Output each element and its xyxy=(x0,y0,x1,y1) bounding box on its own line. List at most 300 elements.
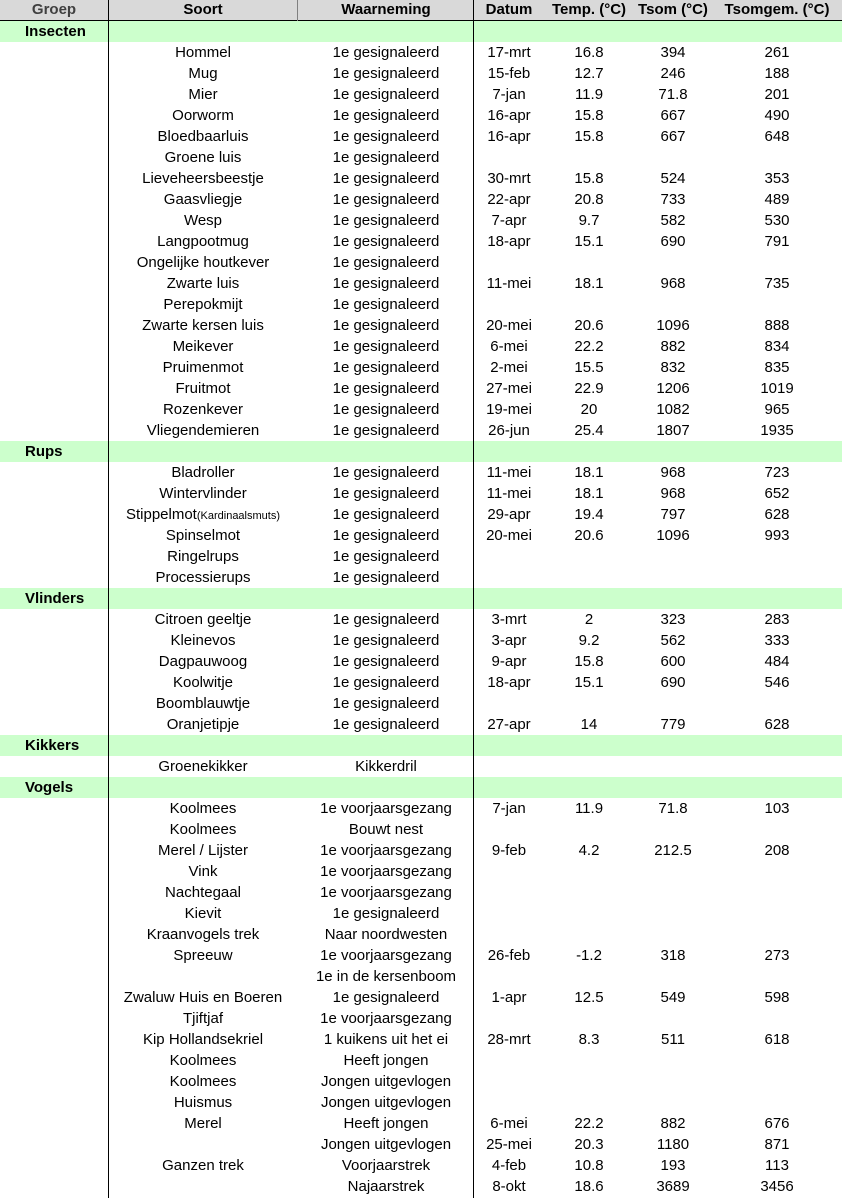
cell-groep[interactable] xyxy=(0,630,108,651)
cell-tsomgem[interactable] xyxy=(712,777,842,798)
cell-datum[interactable]: 2-mei xyxy=(490,359,528,376)
cell-groep[interactable] xyxy=(0,504,108,525)
cell-groep[interactable] xyxy=(0,1029,108,1050)
cell-temp[interactable] xyxy=(544,147,634,168)
cell-soort[interactable]: Zwaluw Huis en Boeren xyxy=(123,989,283,1006)
cell-tsom[interactable]: 582 xyxy=(660,212,686,229)
cell-soort[interactable] xyxy=(108,966,298,987)
cell-temp[interactable]: 15.8 xyxy=(574,170,604,187)
cell-tsomgem[interactable]: 188 xyxy=(764,65,790,82)
cell-groep[interactable] xyxy=(0,1155,108,1176)
cell-soort[interactable]: Nachtegaal xyxy=(165,884,241,901)
cell-groep[interactable] xyxy=(0,945,108,966)
cell-tsom[interactable]: 882 xyxy=(660,1115,686,1132)
cell-soort[interactable] xyxy=(108,21,298,42)
cell-soort[interactable]: Kip Hollandsekriel xyxy=(142,1031,264,1048)
cell-soort[interactable]: Boomblauwtje xyxy=(155,695,251,712)
cell-groep[interactable] xyxy=(0,231,108,252)
cell-tsom[interactable] xyxy=(634,1008,712,1029)
cell-tsomgem[interactable] xyxy=(712,546,842,567)
cell-tsomgem[interactable]: 208 xyxy=(764,842,790,859)
cell-soort[interactable]: Hommel xyxy=(175,44,231,61)
cell-soort[interactable]: Oranjetipje xyxy=(166,716,240,733)
header-tsomgem[interactable]: Tsomgem. (°C) xyxy=(724,1,830,18)
cell-soort[interactable]: Bladroller xyxy=(171,464,235,481)
cell-temp[interactable]: 18.1 xyxy=(574,485,604,502)
cell-temp[interactable]: 25.4 xyxy=(574,422,604,439)
cell-tsomgem[interactable]: 490 xyxy=(764,107,790,124)
cell-temp[interactable]: 22.9 xyxy=(574,380,604,397)
cell-waarneming[interactable]: 1e gesignaleerd xyxy=(332,989,440,1006)
cell-datum[interactable]: 27-mei xyxy=(486,380,532,397)
cell-temp[interactable]: 18.6 xyxy=(574,1178,604,1195)
cell-temp[interactable]: 16.8 xyxy=(574,44,604,61)
cell-tsom[interactable] xyxy=(634,882,712,903)
cell-tsom[interactable] xyxy=(634,546,712,567)
cell-waarneming[interactable]: Kikkerdril xyxy=(355,758,417,775)
cell-tsom[interactable]: 968 xyxy=(660,485,686,502)
cell-tsomgem[interactable]: 791 xyxy=(764,233,790,250)
cell-temp[interactable]: 22.2 xyxy=(574,1115,604,1132)
cell-waarneming[interactable]: 1e gesignaleerd xyxy=(332,212,440,229)
cell-waarneming[interactable]: 1e voorjaarsgezang xyxy=(320,800,452,817)
cell-datum[interactable] xyxy=(474,294,544,315)
cell-soort[interactable]: Vliegendemieren xyxy=(146,422,260,439)
cell-tsom[interactable] xyxy=(634,861,712,882)
cell-groep[interactable] xyxy=(0,483,108,504)
cell-groep[interactable] xyxy=(0,357,108,378)
cell-temp[interactable]: 19.4 xyxy=(574,506,604,523)
cell-groep[interactable] xyxy=(0,378,108,399)
cell-datum[interactable]: 4-feb xyxy=(491,1157,527,1174)
cell-datum[interactable]: 11-mei xyxy=(486,464,532,481)
cell-tsom[interactable]: 323 xyxy=(660,611,686,628)
cell-waarneming[interactable]: Naar noordwesten xyxy=(324,926,448,943)
cell-tsomgem[interactable]: 652 xyxy=(764,485,790,502)
cell-tsomgem[interactable] xyxy=(712,147,842,168)
cell-tsomgem[interactable]: 201 xyxy=(764,86,790,103)
cell-tsom[interactable]: 667 xyxy=(660,128,686,145)
cell-waarneming[interactable]: Heeft jongen xyxy=(343,1115,429,1132)
cell-tsom[interactable]: 524 xyxy=(660,170,686,187)
cell-tsomgem[interactable]: 546 xyxy=(764,674,790,691)
cell-waarneming[interactable]: 1e gesignaleerd xyxy=(332,716,440,733)
cell-waarneming[interactable]: 1e gesignaleerd xyxy=(332,632,440,649)
cell-datum[interactable]: 19-mei xyxy=(486,401,532,418)
cell-tsomgem[interactable]: 648 xyxy=(764,128,790,145)
cell-tsomgem[interactable]: 273 xyxy=(764,947,790,964)
cell-soort[interactable]: Citroen geeltje xyxy=(154,611,252,628)
cell-tsom[interactable]: 562 xyxy=(660,632,686,649)
cell-temp[interactable] xyxy=(544,1050,634,1071)
cell-tsom[interactable]: 1082 xyxy=(656,401,690,418)
cell-temp[interactable]: 4.2 xyxy=(578,842,600,859)
cell-groep[interactable] xyxy=(0,42,108,63)
cell-waarneming[interactable]: 1e voorjaarsgezang xyxy=(320,884,452,901)
cell-groep[interactable] xyxy=(0,882,108,903)
cell-waarneming[interactable]: Jongen uitgevlogen xyxy=(320,1073,452,1090)
cell-datum[interactable] xyxy=(474,1092,544,1113)
cell-temp[interactable] xyxy=(544,882,634,903)
cell-soort[interactable] xyxy=(108,1134,298,1155)
cell-datum[interactable]: 11-mei xyxy=(486,485,532,502)
cell-tsomgem[interactable]: 333 xyxy=(764,632,790,649)
cell-temp[interactable] xyxy=(544,1008,634,1029)
cell-tsom[interactable]: 968 xyxy=(660,464,686,481)
cell-tsomgem[interactable]: 1935 xyxy=(760,422,794,439)
cell-waarneming[interactable] xyxy=(298,21,474,42)
cell-tsomgem[interactable] xyxy=(712,567,842,588)
cell-soort[interactable]: Lieveheersbeestje xyxy=(142,170,264,187)
cell-groep[interactable] xyxy=(0,1176,108,1197)
cell-waarneming[interactable]: 1e gesignaleerd xyxy=(332,65,440,82)
cell-tsomgem[interactable] xyxy=(712,882,842,903)
cell-temp[interactable] xyxy=(544,294,634,315)
cell-datum[interactable]: 26-feb xyxy=(487,947,531,964)
cell-waarneming[interactable]: 1e gesignaleerd xyxy=(332,233,440,250)
cell-datum[interactable] xyxy=(474,777,544,798)
cell-tsom[interactable] xyxy=(634,756,712,777)
cell-waarneming[interactable]: Bouwt nest xyxy=(348,821,424,838)
cell-waarneming[interactable]: 1e gesignaleerd xyxy=(332,611,440,628)
cell-tsomgem[interactable] xyxy=(712,966,842,987)
cell-temp[interactable] xyxy=(544,252,634,273)
cell-groep[interactable] xyxy=(0,252,108,273)
cell-soort[interactable]: Merel / Lijster xyxy=(157,842,249,859)
cell-datum[interactable]: 18-apr xyxy=(487,233,531,250)
cell-groep[interactable]: Insecten xyxy=(25,23,86,40)
cell-tsomgem[interactable] xyxy=(712,441,842,462)
cell-tsomgem[interactable]: 283 xyxy=(764,611,790,628)
cell-groep[interactable] xyxy=(0,693,108,714)
cell-datum[interactable]: 3-apr xyxy=(491,632,527,649)
cell-groep[interactable] xyxy=(0,1092,108,1113)
cell-soort[interactable] xyxy=(108,735,298,756)
cell-tsomgem[interactable]: 618 xyxy=(764,1031,790,1048)
cell-datum[interactable]: 22-apr xyxy=(487,191,531,208)
cell-datum[interactable]: 27-apr xyxy=(487,716,531,733)
cell-groep[interactable] xyxy=(0,966,108,987)
cell-tsom[interactable] xyxy=(634,1050,712,1071)
cell-soort[interactable] xyxy=(108,504,298,525)
cell-waarneming[interactable]: 1e gesignaleerd xyxy=(332,149,440,166)
cell-waarneming[interactable] xyxy=(298,735,474,756)
cell-waarneming[interactable]: Najaarstrek xyxy=(347,1178,425,1195)
cell-temp[interactable]: 12.7 xyxy=(574,65,604,82)
cell-temp[interactable]: 15.8 xyxy=(574,107,604,124)
cell-groep[interactable] xyxy=(0,609,108,630)
cell-tsom[interactable] xyxy=(634,777,712,798)
cell-datum[interactable] xyxy=(474,546,544,567)
cell-tsomgem[interactable] xyxy=(712,735,842,756)
cell-soort[interactable]: Spreeuw xyxy=(173,947,233,964)
cell-datum[interactable] xyxy=(474,966,544,987)
cell-tsom[interactable] xyxy=(634,819,712,840)
cell-groep[interactable]: Vogels xyxy=(25,779,74,796)
cell-soort[interactable]: Kleinevos xyxy=(170,632,236,649)
cell-soort[interactable]: Rozenkever xyxy=(162,401,244,418)
cell-datum[interactable]: 7-jan xyxy=(492,86,526,103)
cell-groep[interactable] xyxy=(0,525,108,546)
cell-groep[interactable]: Vlinders xyxy=(25,590,85,607)
cell-temp[interactable] xyxy=(544,693,634,714)
cell-tsom[interactable]: 733 xyxy=(660,191,686,208)
cell-tsomgem[interactable]: 113 xyxy=(765,1157,789,1174)
cell-groep[interactable] xyxy=(0,1134,108,1155)
cell-datum[interactable]: 28-mrt xyxy=(487,1031,531,1048)
cell-datum[interactable]: 3-mrt xyxy=(491,611,527,628)
cell-datum[interactable]: 9-feb xyxy=(491,842,527,859)
cell-soort[interactable] xyxy=(108,588,298,609)
cell-tsom[interactable]: 832 xyxy=(660,359,686,376)
cell-tsom[interactable] xyxy=(634,1071,712,1092)
cell-waarneming[interactable]: 1e gesignaleerd xyxy=(332,548,440,565)
cell-groep[interactable] xyxy=(0,1071,108,1092)
cell-tsom[interactable] xyxy=(634,1092,712,1113)
cell-tsomgem[interactable] xyxy=(712,819,842,840)
cell-waarneming[interactable]: 1e voorjaarsgezang xyxy=(320,842,452,859)
cell-temp[interactable] xyxy=(544,819,634,840)
cell-groep[interactable] xyxy=(0,336,108,357)
cell-tsomgem[interactable] xyxy=(712,1071,842,1092)
cell-datum[interactable] xyxy=(474,756,544,777)
cell-groep[interactable] xyxy=(0,924,108,945)
cell-soort[interactable]: Perepokmijt xyxy=(163,296,243,313)
cell-temp[interactable] xyxy=(544,546,634,567)
cell-datum[interactable]: 11-mei xyxy=(486,275,532,292)
cell-tsom[interactable] xyxy=(634,294,712,315)
cell-soort[interactable]: Gaasvliegje xyxy=(163,191,243,208)
cell-temp[interactable] xyxy=(544,735,634,756)
cell-soort[interactable]: Wesp xyxy=(183,212,223,229)
cell-tsomgem[interactable]: 1019 xyxy=(760,380,794,397)
cell-soort[interactable]: Merel xyxy=(184,1115,222,1132)
cell-tsomgem[interactable] xyxy=(712,1050,842,1071)
cell-soort[interactable] xyxy=(108,1176,298,1197)
cell-soort[interactable]: Pruimenmot xyxy=(162,359,244,376)
cell-temp[interactable]: 2 xyxy=(584,611,594,628)
cell-waarneming[interactable]: 1e gesignaleerd xyxy=(332,464,440,481)
cell-waarneming[interactable]: 1e in de kersenboom xyxy=(315,968,457,985)
cell-temp[interactable]: 20 xyxy=(580,401,598,418)
cell-tsom[interactable] xyxy=(634,588,712,609)
cell-temp[interactable] xyxy=(544,588,634,609)
cell-soort[interactable]: Kievit xyxy=(184,905,222,922)
cell-waarneming[interactable]: 1e gesignaleerd xyxy=(332,359,440,376)
cell-soort[interactable]: Koolmees xyxy=(169,1073,237,1090)
header-datum[interactable]: Datum xyxy=(485,1,533,18)
cell-datum[interactable] xyxy=(474,1008,544,1029)
cell-datum[interactable]: 17-mrt xyxy=(487,44,531,61)
cell-tsomgem[interactable] xyxy=(712,21,842,42)
cell-waarneming[interactable]: 1e gesignaleerd xyxy=(332,317,440,334)
cell-tsom[interactable]: 3689 xyxy=(656,1178,690,1195)
cell-waarneming[interactable]: Jongen uitgevlogen xyxy=(320,1094,452,1111)
cell-datum[interactable] xyxy=(474,861,544,882)
cell-groep[interactable] xyxy=(0,567,108,588)
cell-tsomgem[interactable] xyxy=(712,294,842,315)
cell-temp[interactable]: 8.3 xyxy=(578,1031,600,1048)
cell-temp[interactable] xyxy=(544,966,634,987)
cell-datum[interactable] xyxy=(474,588,544,609)
cell-temp[interactable] xyxy=(544,903,634,924)
cell-temp[interactable]: -1.2 xyxy=(576,947,602,964)
cell-temp[interactable]: 18.1 xyxy=(574,464,604,481)
cell-tsomgem[interactable] xyxy=(712,693,842,714)
cell-soort[interactable]: Langpootmug xyxy=(157,233,249,250)
cell-waarneming[interactable]: 1e gesignaleerd xyxy=(332,296,440,313)
cell-datum[interactable] xyxy=(474,1050,544,1071)
cell-groep[interactable] xyxy=(0,819,108,840)
cell-temp[interactable]: 10.8 xyxy=(574,1157,604,1174)
cell-tsom[interactable]: 690 xyxy=(660,233,686,250)
cell-tsom[interactable] xyxy=(634,147,712,168)
cell-tsomgem[interactable]: 353 xyxy=(764,170,790,187)
cell-groep[interactable] xyxy=(0,84,108,105)
cell-tsomgem[interactable]: 103 xyxy=(764,800,790,817)
cell-tsomgem[interactable] xyxy=(712,756,842,777)
cell-datum[interactable]: 26-jun xyxy=(488,422,530,439)
cell-datum[interactable] xyxy=(474,567,544,588)
cell-groep[interactable] xyxy=(0,714,108,735)
cell-tsom[interactable]: 1096 xyxy=(656,527,690,544)
cell-soort[interactable]: Wintervlinder xyxy=(159,485,247,502)
cell-datum[interactable] xyxy=(474,1071,544,1092)
cell-waarneming[interactable]: 1e voorjaarsgezang xyxy=(320,947,452,964)
cell-tsomgem[interactable]: 993 xyxy=(764,527,790,544)
cell-groep[interactable] xyxy=(0,1008,108,1029)
cell-soort[interactable]: Tjiftjaf xyxy=(182,1010,223,1027)
cell-soort[interactable]: Ongelijke houtkever xyxy=(136,254,270,271)
cell-tsom[interactable]: 667 xyxy=(660,107,686,124)
cell-tsom[interactable]: 1206 xyxy=(656,380,690,397)
cell-temp[interactable]: 12.5 xyxy=(574,989,604,1006)
cell-tsom[interactable] xyxy=(634,693,712,714)
cell-soort[interactable]: Kraanvogels trek xyxy=(146,926,260,943)
cell-tsomgem[interactable] xyxy=(712,588,842,609)
cell-tsomgem[interactable]: 530 xyxy=(764,212,790,229)
cell-groep[interactable] xyxy=(0,273,108,294)
cell-soort[interactable]: Processierups xyxy=(155,569,251,586)
cell-groep[interactable] xyxy=(0,861,108,882)
cell-tsom[interactable] xyxy=(634,252,712,273)
cell-datum[interactable] xyxy=(474,21,544,42)
cell-groep[interactable] xyxy=(0,903,108,924)
cell-soort[interactable]: Mier xyxy=(188,86,218,103)
cell-tsomgem[interactable] xyxy=(712,861,842,882)
cell-groep[interactable] xyxy=(0,189,108,210)
cell-tsom[interactable] xyxy=(634,903,712,924)
cell-waarneming[interactable]: 1e gesignaleerd xyxy=(332,338,440,355)
cell-datum[interactable]: 16-apr xyxy=(487,128,531,145)
cell-tsom[interactable]: 797 xyxy=(660,506,686,523)
cell-temp[interactable] xyxy=(544,1071,634,1092)
cell-temp[interactable] xyxy=(544,924,634,945)
cell-temp[interactable] xyxy=(544,1092,634,1113)
cell-waarneming[interactable]: 1e gesignaleerd xyxy=(332,275,440,292)
cell-temp[interactable] xyxy=(544,861,634,882)
cell-tsom[interactable]: 318 xyxy=(660,947,686,964)
cell-temp[interactable] xyxy=(544,441,634,462)
cell-waarneming[interactable]: Voorjaarstrek xyxy=(341,1157,431,1174)
cell-soort[interactable]: Dagpauwoog xyxy=(158,653,248,670)
cell-soort[interactable]: Oorworm xyxy=(172,107,234,124)
cell-tsom[interactable]: 1807 xyxy=(656,422,690,439)
cell-datum[interactable] xyxy=(474,882,544,903)
cell-groep[interactable] xyxy=(0,462,108,483)
cell-datum[interactable] xyxy=(474,441,544,462)
cell-waarneming[interactable]: 1e gesignaleerd xyxy=(332,380,440,397)
cell-tsom[interactable]: 71.8 xyxy=(658,800,688,817)
cell-datum[interactable] xyxy=(474,924,544,945)
cell-tsomgem[interactable]: 628 xyxy=(764,716,790,733)
cell-groep[interactable] xyxy=(0,294,108,315)
cell-waarneming[interactable]: 1e gesignaleerd xyxy=(332,401,440,418)
cell-datum[interactable]: 15-feb xyxy=(487,65,531,82)
cell-soort[interactable]: Mug xyxy=(188,65,218,82)
cell-soort[interactable] xyxy=(108,777,298,798)
cell-tsom[interactable]: 882 xyxy=(660,338,686,355)
cell-groep[interactable] xyxy=(0,147,108,168)
cell-temp[interactable]: 22.2 xyxy=(574,338,604,355)
cell-groep[interactable] xyxy=(0,105,108,126)
cell-groep[interactable] xyxy=(0,126,108,147)
cell-waarneming[interactable]: 1e gesignaleerd xyxy=(332,506,440,523)
cell-tsomgem[interactable]: 598 xyxy=(764,989,790,1006)
cell-tsom[interactable] xyxy=(634,567,712,588)
cell-waarneming[interactable]: 1e gesignaleerd xyxy=(332,905,440,922)
cell-tsom[interactable]: 549 xyxy=(660,989,686,1006)
cell-waarneming[interactable] xyxy=(298,777,474,798)
cell-datum[interactable]: 7-jan xyxy=(492,800,526,817)
cell-temp[interactable]: 15.8 xyxy=(574,653,604,670)
header-groep[interactable]: Groep xyxy=(31,1,77,18)
cell-tsomgem[interactable]: 888 xyxy=(764,317,790,334)
cell-tsom[interactable] xyxy=(634,21,712,42)
cell-groep[interactable] xyxy=(0,798,108,819)
cell-groep[interactable]: Rups xyxy=(25,443,63,460)
cell-soort[interactable]: Koolmees xyxy=(169,800,237,817)
cell-datum[interactable]: 29-apr xyxy=(487,506,531,523)
cell-soort[interactable]: Vink xyxy=(188,863,218,880)
cell-soort[interactable]: Huismus xyxy=(173,1094,233,1111)
cell-temp[interactable]: 15.1 xyxy=(574,233,604,250)
cell-waarneming[interactable]: 1e gesignaleerd xyxy=(332,527,440,544)
cell-waarneming[interactable]: 1e gesignaleerd xyxy=(332,44,440,61)
cell-groep[interactable]: Kikkers xyxy=(25,737,80,754)
cell-tsomgem[interactable]: 489 xyxy=(764,191,790,208)
cell-temp[interactable]: 20.6 xyxy=(574,317,604,334)
cell-tsom[interactable]: 246 xyxy=(660,65,686,82)
cell-tsomgem[interactable] xyxy=(712,1092,842,1113)
header-soort[interactable]: Soort xyxy=(183,1,223,18)
cell-datum[interactable]: 20-mei xyxy=(486,527,532,544)
cell-waarneming[interactable]: 1e voorjaarsgezang xyxy=(320,1010,452,1027)
cell-datum[interactable]: 9-apr xyxy=(491,653,527,670)
cell-datum[interactable] xyxy=(474,252,544,273)
cell-tsom[interactable]: 779 xyxy=(660,716,686,733)
cell-tsom[interactable]: 690 xyxy=(660,674,686,691)
cell-waarneming[interactable]: 1e gesignaleerd xyxy=(332,422,440,439)
cell-tsom[interactable] xyxy=(634,924,712,945)
cell-waarneming[interactable]: 1e gesignaleerd xyxy=(332,674,440,691)
cell-datum[interactable] xyxy=(474,735,544,756)
cell-waarneming[interactable]: 1e gesignaleerd xyxy=(332,653,440,670)
cell-groep[interactable] xyxy=(0,210,108,231)
cell-tsom[interactable]: 212.5 xyxy=(654,842,692,859)
cell-temp[interactable]: 15.5 xyxy=(574,359,604,376)
cell-waarneming[interactable]: Heeft jongen xyxy=(343,1052,429,1069)
